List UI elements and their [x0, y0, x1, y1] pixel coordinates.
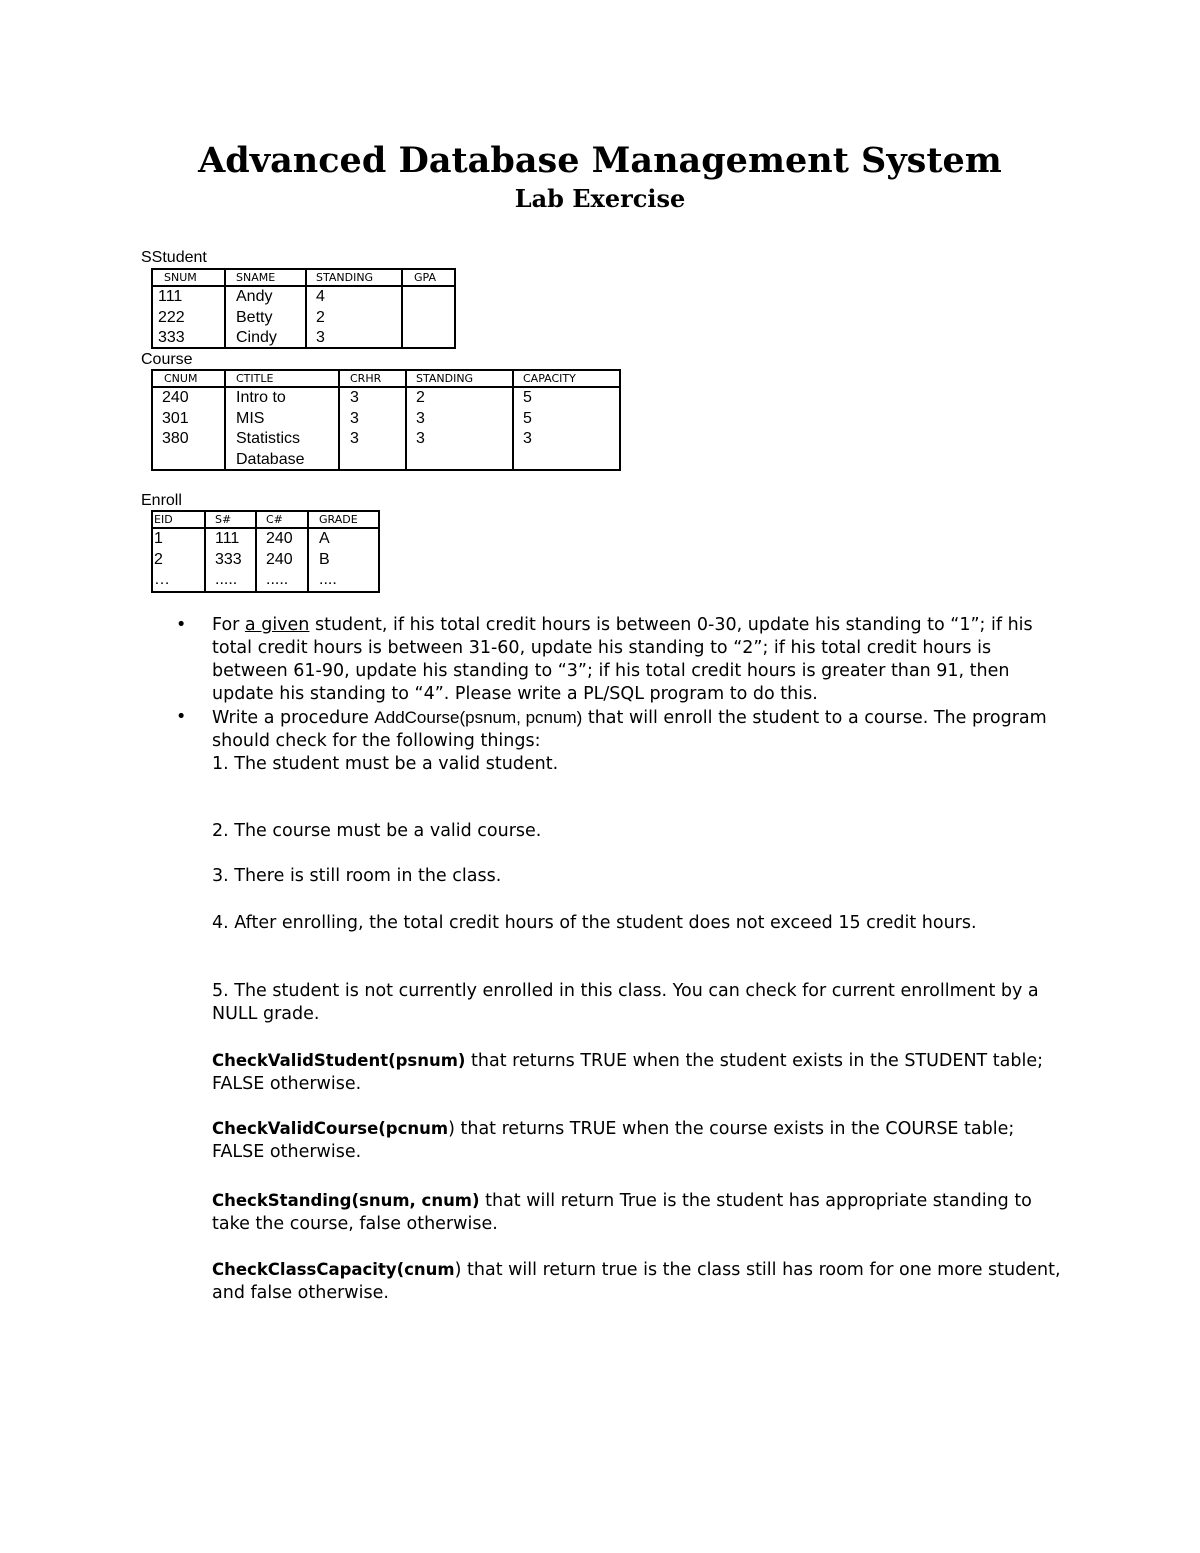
check-item-2: 2. The course must be a valid course. [212, 821, 542, 841]
student-col-gpa [403, 270, 454, 347]
table-cell: 5 [523, 389, 532, 406]
table-cell [350, 450, 405, 471]
function-name: CheckStanding(snum, cnum) [212, 1191, 480, 1210]
function-desc: that returns TRUE when the student exists in the STUDENT table; FALSE otherwise. [212, 1051, 1044, 1094]
enroll-table-label: Enroll [141, 492, 182, 509]
task-item-addcourse [0, 706, 1062, 776]
enroll-col-eid [153, 512, 206, 591]
course-col-ctitle [226, 371, 340, 469]
table-cell [416, 450, 512, 471]
check-item-5: 5. The student is not currently enrolled in this class. You can check for current enrollment by a NULL grade. [212, 981, 1039, 1024]
student-table-label: SStudent [141, 249, 207, 266]
function-check-standing [212, 1189, 1072, 1236]
course-col-crhr [340, 371, 407, 469]
enroll-table [151, 510, 380, 593]
table-cell: 3 [523, 430, 532, 447]
course-table [151, 369, 621, 471]
table-cell: 380 [162, 430, 189, 447]
table-cell [162, 450, 224, 471]
table-header-cell: C# [257, 512, 307, 529]
table-cell: 301 [162, 409, 189, 427]
document-title: Advanced Database Management System [198, 140, 1002, 181]
table-cell: Betty [236, 308, 273, 326]
table-cell: 240 [162, 389, 189, 406]
check-item-4: 4. After enrolling, the total credit hours of the student does not exceed 15 credit hours. [212, 913, 977, 933]
task-list [0, 614, 1200, 776]
table-header-cell: GRADE [309, 512, 378, 529]
table-header-cell: GPA [403, 270, 454, 287]
function-name: CheckValidCourse(pcnum [212, 1119, 449, 1138]
table-cell: Statistics [236, 430, 301, 447]
student-col-sname [226, 270, 307, 347]
function-check-class-capacity [212, 1258, 1072, 1305]
table-header-cell: CTITLE [226, 371, 338, 388]
task-text: student, if his total credit hours is between 0-30, update his standing to “1”; if his total credit hours is between 31-60, update his standing to “2”; if his total credit hours is between 61-90, update his standing to “3”; if his total credit hours is greater than 91, then update his standing to “4”. Please write a PL/SQL program to do this. [212, 615, 1033, 704]
table-cell: 240 [266, 530, 293, 547]
function-desc: that will return true is the class still has room for one more student, and false otherwise. [212, 1260, 1061, 1303]
table-cell: 2 [316, 308, 325, 326]
function-name-tail: ) [448, 1119, 455, 1139]
table-cell: Cindy [236, 329, 277, 346]
table-cell [412, 308, 454, 329]
table-cell: Database [236, 450, 305, 468]
function-check-valid-student [212, 1049, 1072, 1096]
table-header-cell: EID [153, 512, 204, 529]
function-desc: that returns TRUE when the course exists in the COURSE table; FALSE otherwise. [212, 1119, 1015, 1162]
table-cell: 333 [215, 550, 242, 568]
table-cell: 2 [154, 550, 163, 568]
enroll-col-grade [309, 512, 378, 591]
table-header-cell: STANDING [307, 270, 401, 287]
table-cell: 111 [215, 530, 240, 547]
bullet-icon: • [176, 707, 187, 727]
table-cell: 3 [416, 409, 425, 427]
table-cell: 111 [158, 288, 183, 305]
course-col-capacity [514, 371, 619, 469]
table-header-cell: CNUM [153, 371, 224, 388]
table-header-cell: SNAME [226, 270, 305, 287]
table-header-cell: CRHR [340, 371, 405, 388]
task-text: that will enroll the student to a course. The program should check for the following things: [212, 708, 1047, 751]
student-table [151, 268, 456, 349]
course-col-cnum [153, 371, 226, 469]
table-cell: A [319, 530, 330, 547]
function-desc: that will return True is the student has appropriate standing to take the course, false otherwise. [212, 1191, 1032, 1234]
course-table-label: Course [141, 351, 193, 368]
student-col-standing [307, 270, 403, 347]
table-cell: 3 [350, 409, 359, 427]
table-cell: 5 [523, 409, 532, 427]
table-cell: B [319, 550, 330, 568]
function-check-valid-course [212, 1117, 1072, 1164]
table-cell: 3 [316, 329, 325, 346]
table-header-cell: S# [206, 512, 255, 529]
task-text: For [212, 615, 245, 635]
table-cell: ..... [215, 571, 238, 588]
check-item-3: 3. There is still room in the class. [212, 866, 502, 886]
table-cell: Intro to [236, 389, 286, 406]
table-cell: .... [319, 571, 337, 588]
table-cell: ..... [266, 571, 289, 588]
bullet-icon: • [176, 615, 187, 635]
check-item-1: 1. The student must be a valid student. [212, 754, 559, 774]
task-text-underlined: a given [244, 615, 310, 635]
table-cell: 222 [158, 308, 185, 326]
enroll-col-cnum [257, 512, 309, 591]
function-name: CheckValidStudent(psnum) [212, 1051, 466, 1070]
table-cell [412, 328, 454, 349]
table-cell [412, 287, 454, 308]
enroll-col-snum [206, 512, 257, 591]
document-subtitle: Lab Exercise [514, 184, 686, 213]
table-header-cell: STANDING [407, 371, 512, 388]
table-cell: 3 [350, 389, 359, 406]
table-cell: 333 [158, 329, 185, 346]
function-name-tail: ) [454, 1260, 462, 1280]
procedure-name: AddCourse(psnum, pcnum) [374, 708, 583, 727]
function-name: CheckClassCapacity(cnum [212, 1260, 455, 1279]
table-cell: 4 [316, 288, 325, 305]
task-text: Write a procedure [212, 708, 375, 728]
student-col-snum [153, 270, 226, 347]
table-header-cell: CAPACITY [514, 371, 619, 388]
table-cell: Andy [236, 288, 273, 305]
course-col-standing [407, 371, 514, 469]
task-item-standing [0, 614, 1062, 706]
table-cell: MIS [236, 409, 265, 427]
table-header-cell: SNUM [153, 270, 224, 287]
table-cell: 3 [350, 430, 359, 447]
table-cell: … [154, 571, 170, 588]
table-cell: 1 [154, 530, 163, 547]
table-cell: 3 [416, 430, 425, 447]
table-cell [523, 450, 619, 471]
table-cell: 240 [266, 550, 293, 568]
table-cell: 2 [416, 389, 425, 406]
